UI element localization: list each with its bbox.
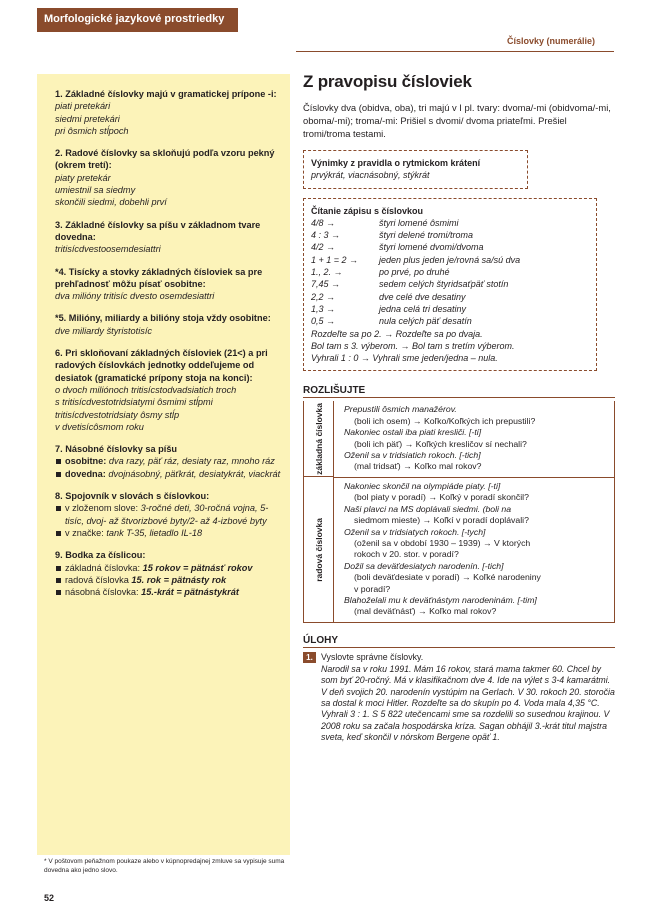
rule [55,219,287,256]
header-rule [296,51,614,52]
reading-text: jeden plus jeden je/rovná sa/sú dva [379,254,521,265]
reading-text: nula celých päť desatín [379,316,472,327]
reading-text: jedna celá tri desatiny [379,303,467,314]
reading-row [311,229,589,241]
reading-row [311,291,589,303]
distinguish-line: Oženil sa v tridsiatych rokoch. [-tych] [344,526,486,537]
rule-example: siedmi pretekári [55,113,120,124]
rule-item: základná číslovka: 15 rokov = pätnásť rokov [55,562,287,574]
distinguish-table [303,401,615,623]
reading-line: Rozdeľte sa po 2. → Rozdeľte sa po dvaja. [311,328,483,339]
tasks-heading: ÚLOHY [303,635,615,648]
rule-example: s tritisícdvestotridsiatymi ôsmimi stĺpmi [55,397,213,408]
rule-example: dve miliardy štyristotisíc [55,325,152,336]
reading-row [311,266,589,278]
page-number: 52 [44,893,55,903]
rule-item: v značke: tank T-35, lietadlo IL-18 [55,527,287,539]
group-label: radová číslovka [313,518,324,582]
rule [55,88,287,137]
rule-example: o dvoch miliónoch tritisícstodvadsiatich troch [55,384,237,395]
section-title: Číslovky (numerálie) [507,36,596,46]
distinguish-side [304,401,334,622]
reading-notation: 4 : 3 → [311,230,341,241]
rule-title: 6. Pri skloňovaní základných čísloviek (21<) a pri radových číslovkách jednotky oddeľujeme od desiatok (gramatické prípony stoja na konci): [55,348,268,383]
reading-notation: 7,45 → [311,279,341,290]
rule-item: v zloženom slove: 3-ročné deti, 30-ročná vojna, 5-tisíc, dvoj- až štvorizbové byty/2- až 4-izbové byty [55,502,287,527]
reading-line: Bol tam s 3. výberom. → Bol tam s tretím výberom. [311,340,515,351]
reading-notation: 4/8 → [311,217,336,228]
rule-title: 7. Násobné číslovky sa píšu [55,444,178,455]
reading-text: štyri lomené ôsmimi [379,217,459,228]
reading-text: po prvé, po druhé [379,267,450,278]
reading-box [303,198,597,372]
reading-text: dve celé dve desatiny [379,291,466,302]
rule-title: 8. Spojovník v slovách s číslovkou: [55,491,210,502]
rule-title: 9. Bodka za číslicou: [55,550,146,561]
reading-notation: 1., 2. → [311,267,343,278]
box-title: Čítanie zápisu s číslovkou [311,205,424,216]
reading-row [311,241,589,253]
distinguish-line: rokoch v 20. stor. v poradí? [354,549,459,560]
reading-row [311,217,589,229]
rule [55,147,287,208]
task [303,652,615,743]
chapter-title: Morfologické jazykové prostriedky [44,13,225,25]
reading-row [311,303,589,315]
rule [55,347,287,433]
box-text: prvýkrát, viacnásobný, stýkrát [311,170,430,181]
distinguish-line: (boli ich päť) → Koľkých kresličov sí nechali? [354,438,527,449]
task-body [321,652,615,743]
reading-notation: 2,2 → [311,291,336,302]
distinguish-line: Blahoželali mu k deväťnástym narodeninám. [-tim] [344,594,537,605]
rule-example: piati pretekári [55,101,111,112]
rule-item: dovedna: dvojnásobný, päťkrát, desiatykrát, viackrát [55,468,287,480]
rule [55,266,287,303]
distinguish-line: Prepustili ôsmich manažérov. [344,404,457,415]
distinguish-line: siedmom mieste) → Koľkí v poradí doplávali? [354,515,529,526]
distinguish-line: (mal deväťnásť) → Koľko mal rokov? [354,606,497,617]
exceptions-box [303,150,528,189]
rule-9 [55,549,287,598]
rule-example: umiestnil sa siedmy [55,185,136,196]
rule-example: dva milióny tritisíc dvesto osemdesiattri [55,291,215,302]
rule [55,312,287,337]
distinguish-heading: ROZLIŠUJTE [303,385,615,398]
rule-title: 2. Radové číslovky sa skloňujú podľa vzoru pekný (okrem tretí): [55,148,275,171]
box-title: Výnimky z pravidla o rytmickom krátení [311,158,481,168]
rule-example: v dvetisícôsmom roku [55,421,144,432]
distinguish-line: (boli deväťdesiate v poradí) → Koľké narodeniny [354,572,541,583]
distinguish-line: v poradí? [354,583,391,594]
distinguish-body [334,401,614,622]
reading-row [311,315,589,327]
distinguish-group [334,401,614,476]
distinguish-line: (bol piaty v poradí) → Koľký v poradí skončil? [354,492,529,503]
right-column [303,72,615,744]
reading-text: štyri delené tromi/troma [379,230,474,241]
task-instruction: Vyslovte správne číslovky. [321,652,424,663]
rule-title: *4. Tisícky a stovky základných čísloviek sa pre prehľadnosť môžu písať osobitne: [55,266,263,289]
rule-title: 1. Základné číslovky majú v gramatickej prípone -i: [55,89,277,99]
reading-text: štyri lomené dvomi/dvoma [379,242,484,253]
reading-line: Vyhrali 1 : 0 → Vyhrali sme jeden/jedna – nula. [311,353,498,364]
distinguish-line: Nakoniec skončil na olympiáde piaty. [-ti] [344,480,501,491]
reading-notation: 1,3 → [311,303,336,314]
footnote: * V poštovom peňažnom poukaze alebo v kúpnopredajnej zmluve sa vypisuje suma dovedna ako jedno slovo. [44,858,285,874]
rule-7 [55,443,287,480]
distinguish-group [334,477,614,622]
task-text: Narodil sa v roku 1991. Mám 16 rokov, stará mama takmer 60. Chcel by som byť 20-ročný. Má v klasifikačnom dve 4. Ide na výlet s 3-4 kamarátmi. V deň svojich 20. narodenín vystúpim na Gerlach. V 30. rokoch 20. storočia sa dostal k moci Hitler. Rozdeľte sa do skupín po 4. Voda mala 4,35 °C. Vyhrali 3 : 1. S 5 822 utečencami sme sa rozdelili so susednou krajinou. V 2008 roku sa začala hospodárska kríza. Sagan obhájil 3.-krát titul majstra sveta, keď skončil v nórskom Bergene opäť 1. [321,663,615,743]
reading-row [311,254,589,266]
rule-title: *5. Milióny, miliardy a bilióny stoja vždy osobitne: [55,313,271,324]
distinguish-line: Dožil sa deväťdesiatych narodenín. [-tich] [344,560,504,571]
rule-title: 3. Základné číslovky sa píšu v základnom tvare dovedna: [55,219,261,242]
distinguish-line: Oženil sa v tridsiatich rokoch. [-tich] [344,450,481,461]
distinguish-line: Naši plavci na MS doplávali siedmi. (boli na [344,503,512,514]
distinguish-line: (boli ich osem) → Koľko/Koľkých ich prepustili? [354,415,536,426]
reading-notation: 4/2 → [311,242,336,253]
rule-item: násobná číslovka: 15.-krát = pätnástykrát [55,586,287,598]
rule-example: tritisícdvestotridsiaty ôsmy stĺp [55,409,180,420]
reading-notation: 1 + 1 = 2 → [311,254,359,265]
rule-item: osobitne: dva razy, päť ráz, desiaty raz, mnoho ráz [55,455,287,467]
reading-row [311,278,589,290]
side-cell [304,401,333,476]
task-number: 1. [303,652,316,663]
group-label: základná číslovka [313,403,324,475]
rule-example: skončili siedmi, dobehli prví [55,197,167,208]
reading-text: sedem celých štyridsaťpäť stotín [379,279,509,290]
reading-notation: 0,5 → [311,316,336,327]
rule-example: pri ôsmich stĺpoch [55,125,129,136]
intro-paragraph: Číslovky dva (obidva, oba), tri majú v I pl. tvary: dvoma/-mi (obidvoma/-mi, oboma/-mi); troma/-mi: Prišiel s dvomi/ dvoma priateľmi. Prešiel tromi/troma testami. [303,102,611,139]
distinguish-line: Nakoniec ostali iba piati kresliči. [-ti] [344,427,482,438]
distinguish-line: (mal tridsať) → Koľko mal rokov? [354,461,482,472]
rule-8 [55,490,287,539]
rule-item: radová číslovka 15. rok = pätnásty rok [55,574,287,586]
distinguish-line: (oženil sa v období 1930 – 1939) → V ktorých [354,537,531,548]
rule-example: piaty pretekár [55,172,111,183]
side-cell [304,476,333,622]
rule-example: tritisícdvestoosemdesiattri [55,244,161,255]
rules-list [55,88,287,608]
page-title: Z pravopisu čísloviek [303,72,472,91]
